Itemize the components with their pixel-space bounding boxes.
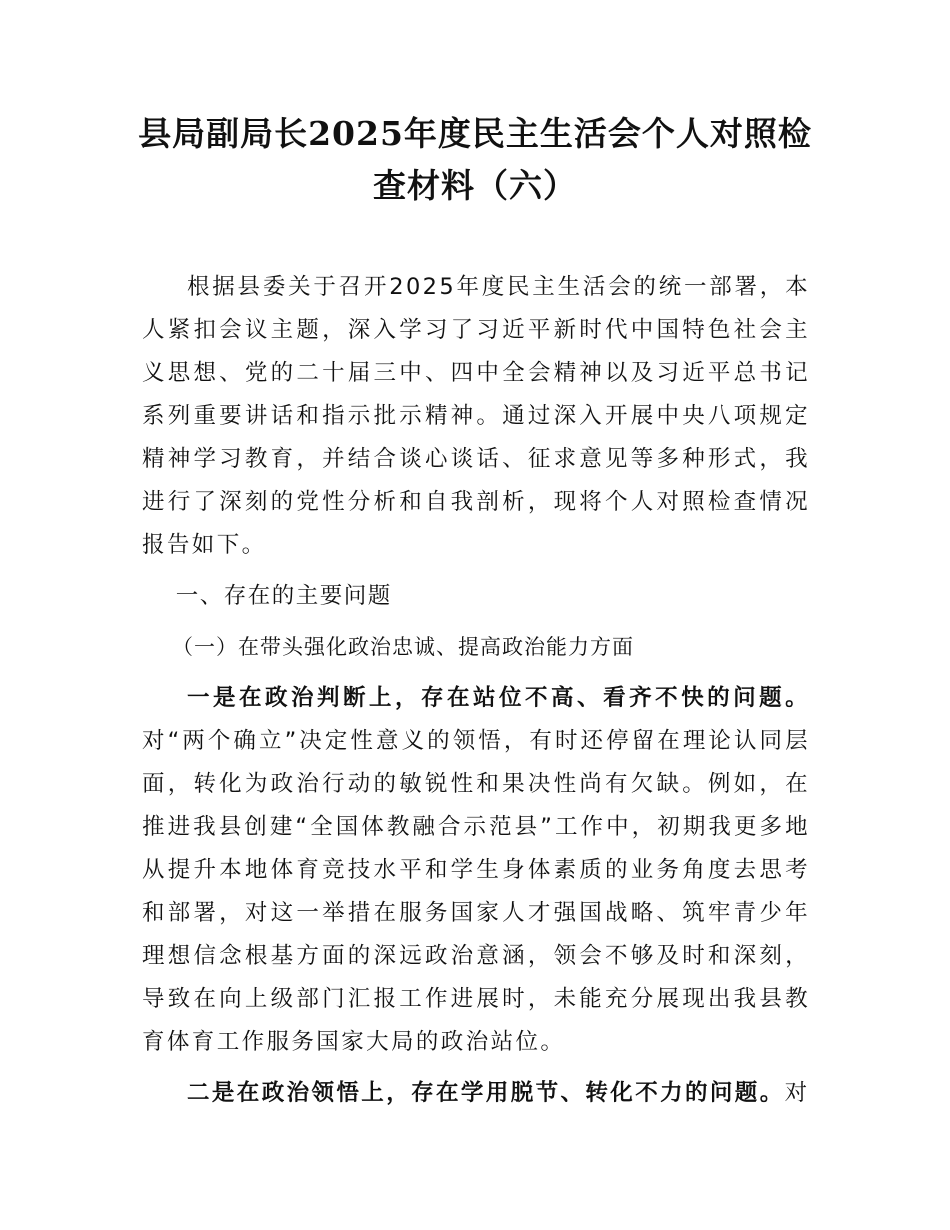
document-body <box>142 266 810 1115</box>
point-paragraph <box>142 677 810 1064</box>
section-heading: 一、存在的主要问题 <box>175 583 392 609</box>
title-line-2: 查材料（六） <box>373 166 577 205</box>
document-title <box>120 108 830 212</box>
intro-paragraph: 根据县委关于召开2025年度民主生活会的统一部署，本人紧扣会议主题，深入学习了习近平新时代中国特色社会主义思想、党的二十届三中、四中全会精神以及习近平总书记系列重要讲话和指示批示精神。通过深入开展中央八项规定精神学习教育，并结合谈心谈话、征求意见等多种形式，我进行了深刻的党性分析和自我剖析，现将个人对照检查情况报告如下。 <box>142 274 810 558</box>
point-lead: 二是在政治领悟上，存在学用脱节、转化不力的问题。 <box>187 1080 785 1106</box>
point-lead: 一是在政治判断上，存在站位不高、看齐不快的问题。 <box>187 685 810 711</box>
point-text: 对“两个确立”决定性意义的领悟，有时还停留在理论认同层面，转化为政治行动的敏锐性和果决性尚有欠缺。例如，在推进我县创建“全国体教融合示范县”工作中，初期我更多地从提升本地体育竞技水平和学生身体素质的业务角度去思考和部署，对这一举措在服务国家人才强国战略、筑牢青少年理想信念根基方面的深远政治意涵，领会不够及时和深刻，导致在向上级部门汇报工作进展时，未能充分展现出我县教育体育工作服务国家大局的政治站位。 <box>142 728 810 1055</box>
point-paragraph <box>142 1072 810 1115</box>
title-line-1: 县局副局长2025年度民主生活会个人对照检 <box>138 114 812 153</box>
point-text: 对 <box>784 1080 810 1106</box>
subsection-heading: （一）在带头强化政治忠诚、提高政治能力方面 <box>172 635 634 659</box>
